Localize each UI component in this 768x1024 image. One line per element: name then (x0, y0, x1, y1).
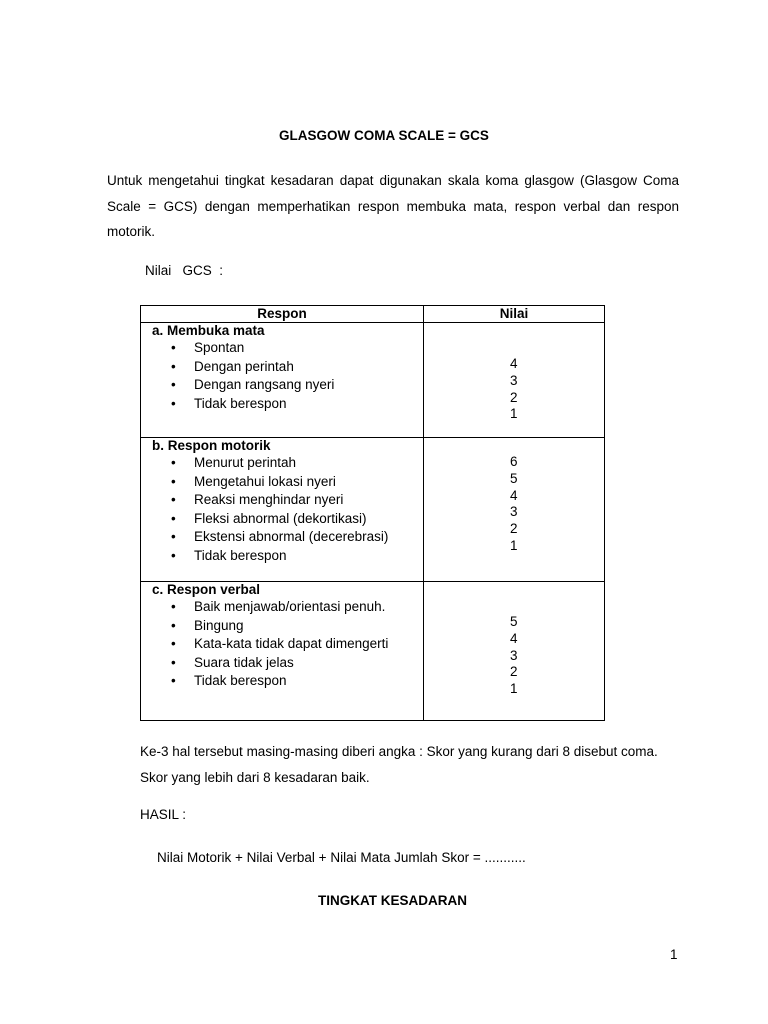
value: 6 (510, 454, 518, 469)
bullet-icon: • (171, 377, 176, 393)
list-item (141, 528, 423, 547)
header-respon: Respon (141, 306, 424, 323)
list-item (141, 395, 423, 414)
list-item (141, 454, 423, 473)
item-label: Menurut perintah (194, 455, 297, 470)
section-heading: c. Respon verbal (152, 582, 261, 597)
bullet-icon: • (171, 636, 176, 652)
bullet-icon: • (171, 473, 176, 489)
item-label: Baik menjawab/orientasi penuh. (194, 599, 386, 614)
nilai-cell (424, 323, 605, 438)
list-item (141, 358, 423, 377)
list-item (141, 491, 423, 510)
value-list (424, 582, 604, 698)
page-title: GLASGOW COMA SCALE = GCS (279, 128, 489, 143)
value: 4 (510, 487, 518, 503)
value: 3 (510, 504, 518, 520)
list-item (141, 598, 423, 617)
item-label: Mengetahui lokasi nyeri (194, 473, 336, 489)
section-respon-motorik (141, 438, 605, 582)
bullet-icon: • (171, 673, 176, 689)
list-item (141, 547, 423, 566)
item-label: Fleksi abnormal (dekortikasi) (194, 510, 367, 526)
header-nilai: Nilai (424, 306, 605, 323)
score-explanation-paragraph: Ke-3 hal tersebut masing-masing diberi angka : Skor yang kurang dari 8 disebut coma. Skor yang lebih dari 8 kesadaran baik. (140, 744, 658, 785)
bullet-icon: • (171, 654, 176, 670)
item-list (141, 339, 423, 413)
list-item (141, 635, 423, 654)
value: 2 (510, 389, 518, 405)
bullet-icon: • (171, 492, 176, 508)
item-label: Tidak berespon (194, 547, 287, 563)
score-formula: Nilai Motorik + Nilai Verbal + Nilai Mata Jumlah Skor = ........... (157, 850, 526, 865)
list-item (141, 339, 423, 358)
respon-cell (141, 323, 424, 438)
intro-paragraph: Untuk mengetahui tingkat kesadaran dapat digunakan skala koma glasgow (Glasgow Coma Scale = GCS) dengan memperhatikan respon membuka mata, respon verbal dan respon motorik. (107, 173, 679, 239)
value-list (424, 323, 604, 423)
bullet-icon: • (171, 340, 176, 355)
item-label: Dengan perintah (194, 358, 294, 374)
value: 3 (510, 647, 518, 663)
value: 2 (510, 664, 518, 680)
bullet-icon: • (171, 617, 176, 633)
value: 1 (510, 406, 518, 422)
item-label: Dengan rangsang nyeri (194, 377, 335, 393)
respon-cell (141, 582, 424, 721)
table-header-row (141, 306, 605, 323)
section-membuka-mata (141, 323, 605, 438)
section-subtitle: TINGKAT KESADARAN (318, 893, 467, 908)
respon-cell (141, 438, 424, 582)
item-label: Suara tidak jelas (194, 654, 294, 670)
nilai-gcs-label: Nilai GCS : (145, 263, 224, 278)
item-label: Tidak berespon (194, 673, 287, 689)
value: 3 (510, 372, 518, 388)
item-label: Spontan (194, 340, 245, 355)
section-heading: a. Membuka mata (152, 323, 265, 338)
list-item (141, 672, 423, 691)
value-list (424, 438, 604, 555)
item-label: Reaksi menghindar nyeri (194, 492, 344, 508)
value: 5 (510, 470, 518, 486)
value: 5 (510, 614, 518, 629)
page-number: 1 (670, 947, 678, 962)
bullet-icon: • (171, 529, 176, 545)
item-list (141, 454, 423, 566)
list-item (141, 617, 423, 636)
value: 4 (510, 630, 518, 646)
nilai-cell (424, 582, 605, 721)
bullet-icon: • (171, 547, 176, 563)
bullet-icon: • (171, 510, 176, 526)
item-label: Ekstensi abnormal (decerebrasi) (194, 529, 389, 545)
value: 2 (510, 521, 518, 537)
nilai-cell (424, 438, 605, 582)
gcs-table (140, 305, 605, 721)
value: 4 (510, 356, 518, 371)
bullet-icon: • (171, 455, 176, 470)
value: 1 (510, 681, 518, 697)
section-respon-verbal (141, 582, 605, 721)
list-item (141, 510, 423, 529)
hasil-label: HASIL : (140, 807, 187, 822)
item-label: Bingung (194, 617, 244, 633)
value: 1 (510, 537, 518, 553)
list-item (141, 473, 423, 492)
item-label: Kata-kata tidak dapat dimengerti (194, 636, 389, 652)
list-item (141, 654, 423, 673)
list-item (141, 376, 423, 395)
bullet-icon: • (171, 358, 176, 374)
item-label: Tidak berespon (194, 395, 287, 411)
section-heading: b. Respon motorik (152, 438, 271, 453)
bullet-icon: • (171, 395, 176, 411)
item-list (141, 598, 423, 691)
bullet-icon: • (171, 599, 176, 614)
